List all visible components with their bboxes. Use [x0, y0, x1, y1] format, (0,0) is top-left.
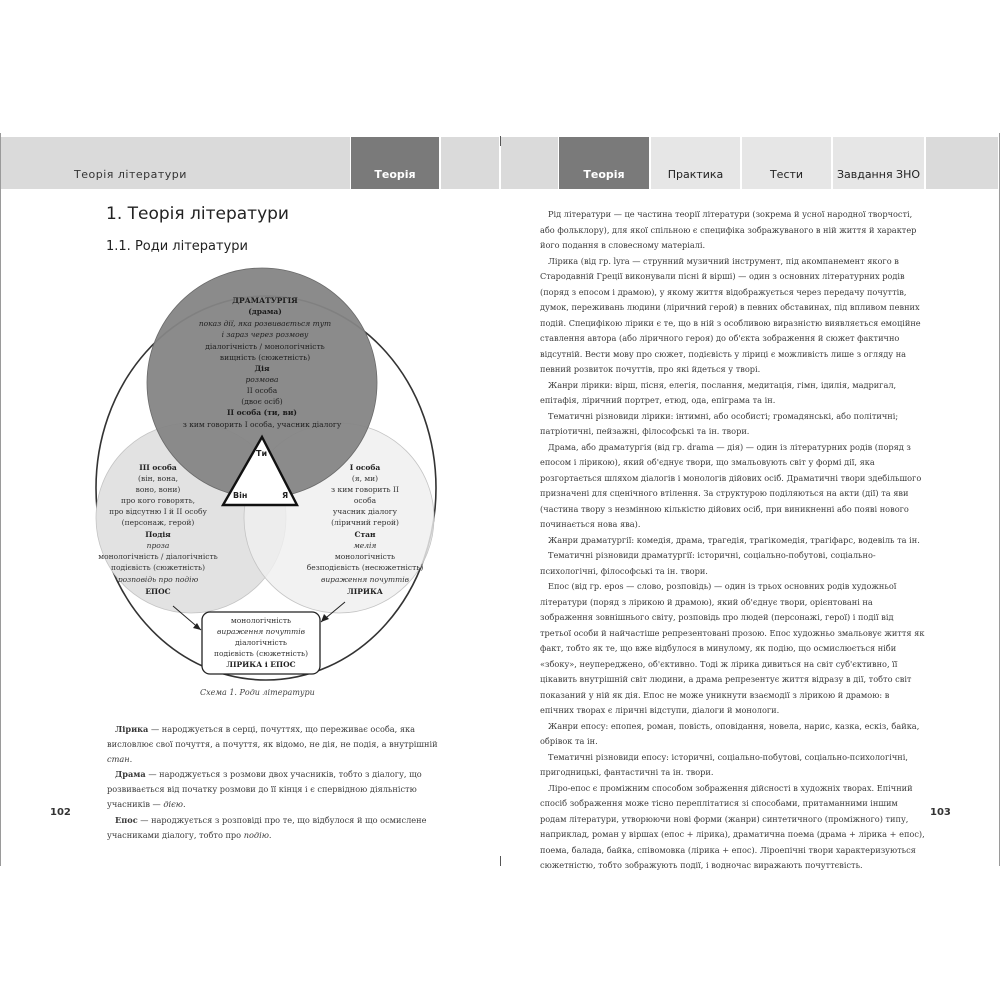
drama-line: ІІ особа (ти, ви): [227, 408, 297, 417]
paragraph: Тематичні різновиди епосу: історичні, соціально-побутові, соціально-психологічні, пригодницькі, фантастичні та ін. твори.: [540, 751, 908, 777]
paragraph: Ліро-епос є проміжним способом зображення дійсності в художніх творах. Епічний спосіб зображення може тісно переплітатися зі способами, притаманними іншим родам літератури, утворюючи нові форми (жанри) синтетичного (проміжного) типу, наприклад, роман у віршах (епос + лірика), драматична поема (драма + лірика + епос), поема, балада, байка, співомовка (лірика + епос). Ліроепічні твори характеризуються сюжетністю, тобто зображують події, і водночас виражають почуттєвість.: [540, 782, 925, 870]
para-text: — народжується з розповіді про те, що відбулося й що осмислене учасниками діалогу, тобто про: [107, 814, 427, 840]
paragraph-drama: [107, 767, 447, 812]
drama-line: ІІ особа: [246, 386, 278, 395]
term: Епос: [115, 814, 138, 825]
epos-line: монологічність / діалогічність: [98, 552, 218, 561]
paragraph: Жанри драматургії: комедія, драма, трагедія, трагікомедія, трагіфарс, водевіль та ін.: [548, 534, 920, 545]
para-italic: стан: [107, 754, 130, 765]
tab-tests-label: Тести: [769, 168, 804, 181]
drama-line: ДРАМАТУРГІЯ: [232, 296, 298, 305]
term: Лірика: [115, 724, 149, 734]
lyrics-line: з ким говорить ІІ: [331, 485, 399, 494]
lyrics-line: Стан: [354, 530, 376, 539]
epos-line: проза: [146, 541, 170, 550]
para-italic: подію: [243, 829, 269, 840]
para-italic: дією: [163, 799, 183, 810]
tab-practice-label: Практика: [667, 168, 724, 181]
paragraph: Тематичні різновиди лірики: інтимні, або особисті; громадянські, або політичні; патріотичні, пейзажні, філософські та ін. твори.: [540, 410, 899, 436]
right-body-text: [540, 207, 925, 874]
term: Драма: [115, 769, 146, 780]
box-line: ЛІРИКА і ЕПОС: [226, 660, 296, 669]
lyrics-line: І особа: [349, 463, 381, 472]
paragraph-epos: [107, 813, 447, 843]
epos-line: воно, вони): [135, 485, 181, 494]
triangle-he: Він: [233, 491, 248, 500]
triangle-i: Я: [282, 491, 289, 500]
paragraph: Жанри лірики: вірш, пісня, елегія, послання, медитація, гімн, ідилія, мадригал, епітафія, ліричний портрет, етюд, ода, епіграма та ін.: [540, 379, 897, 405]
drama-line: і зараз через розмову: [221, 330, 309, 339]
paragraph: Тематичні різновиди драматургії: історичні, соціально-побутові, соціально-психологічні, філософські та ін. твори.: [540, 550, 876, 576]
box-line: діалогічність: [235, 638, 287, 647]
para-end: .: [129, 754, 133, 765]
left-body-text: [107, 722, 447, 843]
paragraph: Епос (від гр. epos — слово, розповідь) — один із трьох основних родів художньої літератури (поряд з лірикою й драмою), який об'єднує твори, орієнтовані на зображення зовнішнього світу, розповідь про людей (персонажі, герої) і події від третьої особи й найчастіше репрезентовані прозою. Епос художньо змальовує життя як факт, тобто як те, що вже відбулося в минулому, як подію, що осмислюється ніби «збоку», неупереджено, об'єктивно. Тоді ж лірика дивиться на світ суб'єктивно, її цікавить внутрішній світ людини, а драма репрезентує життя відразу в дії, тобто світ показаний у ній як дія. Епос не може уникнути взаємодії з лірикою й драмою: в епічних творах є ліричні відступи, діалоги й монологи.: [540, 581, 925, 715]
tab-theory-label: Теорія: [583, 168, 625, 181]
paragraph: Лірика (від гр. lyra — струнний музичний інструмент, під акомпанемент якого в Стародавній Греції виконували пісні й вірші) — один з основних літературних родів (поряд з епосом і драмою), у якому життя відображується через передачу почуттів, думок, переживань людини (ліричний герой) в певних обставинах, під впливом певних подій. Специфікою лірики є те, що в ній з особливою виразністю виявляється емоційне ставлення автора (або ліричного героя) до об'єкта зображення й сюжет фактично відсутній. Вести мову про сюжет, подієвість у ліриці є можливість лише з огляду на певний розвиток почуттів, про які йдеться у творі.: [540, 255, 921, 374]
epos-line: розповідь про подію: [117, 575, 199, 584]
section-subtitle: 1.1. Роди літератури: [106, 239, 248, 254]
epos-line: подієвість (сюжетність): [110, 563, 206, 572]
lyrics-line: мелія: [353, 541, 377, 550]
epos-line: про відсутню І й ІІ особу: [109, 507, 207, 516]
box-line: вираження почуттів: [216, 627, 306, 636]
drama-line: діалогічність / монологічність: [205, 342, 325, 351]
drama-line: (двоє осіб): [241, 397, 283, 406]
lyrics-line: (ліричний герой): [331, 518, 399, 527]
paragraph-lyrics: [107, 722, 447, 767]
section-title: Теорія літератури: [74, 168, 187, 181]
page-title: 1. Теорія літератури: [106, 204, 289, 224]
drama-line: показ дії, яка розвивається тут: [198, 319, 332, 328]
epos-line: (він, вона,: [138, 474, 178, 483]
diagram-caption: Схема 1. Роди літератури: [200, 688, 315, 697]
lyrics-line: вираження почуттів: [320, 575, 410, 584]
lyrics-line: учасник діалогу: [332, 507, 398, 516]
page-number-left: 102: [50, 807, 71, 818]
tab-zno-label: Завдання ЗНО: [836, 168, 921, 181]
drama-line: вищність (сюжетність): [219, 353, 311, 362]
para-text: — народжується в серці, почуттях, що переживає особа, яка висловлює свої почуття, а почуття, як відомо, не дія, не подія, а внутрішній: [107, 724, 438, 750]
para-text: — народжується з розмови двох учасників, тобто з діалогу, що розвивається від початку розмови до її кінця і є спервідною діяльністю учасників —: [107, 769, 422, 810]
paragraph: Рід літератури — це частина теорії літератури (зокрема й усної народної творчості, або фольклору), для якої спільною є специфіка зображуваного в ній життя й характер його подання в словесному матеріалі.: [540, 209, 917, 250]
lyrics-line: (я, ми): [351, 474, 379, 483]
epos-line: (персонаж, герой): [121, 518, 195, 527]
epos-line: Подія: [145, 530, 171, 539]
epos-line: ІІІ особа: [139, 463, 177, 472]
lyrics-line: монологічність: [334, 552, 396, 561]
paragraph: Жанри епосу: епопея, роман, повість, оповідання, новела, нарис, казка, ескіз, байка, обрівок та ін.: [540, 720, 920, 746]
left-tab-theory-label: Теорія: [374, 168, 416, 181]
page-number-right: 103: [930, 807, 951, 818]
epos-line: ЕПОС: [145, 587, 171, 596]
para-end: .: [182, 799, 186, 810]
drama-line: розмова: [245, 375, 279, 384]
lyrics-line: безподієвість (несюжетність): [306, 563, 424, 572]
drama-line: (драма): [248, 307, 282, 316]
drama-line: з ким говорить І особа, учасник діалогу: [182, 420, 342, 429]
para-end: .: [268, 829, 272, 840]
paragraph: Драма, або драматургія (від гр. drama — дія) — один із літературних родів (поряд з епосом і лірикою), який об'єднує твори, що змальовують світ у формі дії, яка розгортається шляхом діалогів і монологів дійових осіб. Драматичні твори здебільшого призначені для сценічного втілення. За структурою поділяються на акти (дії) та яви (частина твору з незмінною кількістю дійових осіб, при виникненні або появі нового починається нова ява).: [540, 441, 922, 529]
triangle-you: Ти: [256, 449, 268, 458]
lyrics-line: ЛІРИКА: [347, 587, 383, 596]
epos-line: про кого говорять,: [120, 496, 196, 505]
drama-line: Дія: [254, 364, 270, 373]
lyrics-line: особа: [353, 496, 377, 505]
box-line: монологічність: [230, 616, 292, 625]
box-line: подієвість (сюжетність): [213, 649, 309, 658]
